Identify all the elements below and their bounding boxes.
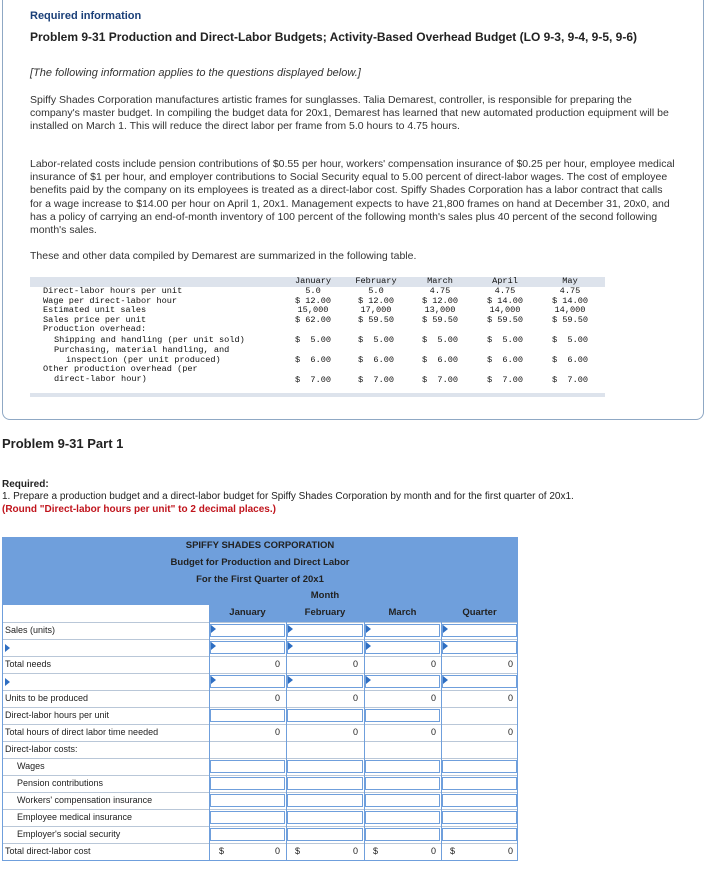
input-sales-quarter[interactable] — [442, 624, 517, 637]
cell-price-mar: $ 59.50 — [421, 314, 459, 325]
value-units-produced-quarter: 0 — [507, 693, 513, 703]
cell-price-feb: $ 59.50 — [357, 314, 395, 325]
input-sales-march[interactable] — [365, 624, 440, 637]
dollar-sign-february: $ — [295, 846, 301, 856]
value-total-needs-january: 0 — [274, 659, 280, 669]
label-other-2: direct-labor hour) — [54, 374, 147, 384]
value-total-hours-january: 0 — [274, 727, 280, 737]
label-purchasing-1: Purchasing, material handling, and — [54, 345, 230, 355]
cell-other-mar: $ 7.00 — [421, 375, 459, 385]
paragraph-summary: These and other data compiled by Demarest are summarized in the following table. — [30, 250, 417, 262]
input-wages-quarter[interactable] — [442, 760, 517, 773]
cell-hours-feb: 5.0 — [368, 286, 384, 296]
cell-purchasing-may: $ 6.00 — [551, 355, 589, 365]
row-label-total-cost: Total direct-labor cost — [5, 846, 91, 856]
value-total-hours-quarter: 0 — [507, 727, 513, 737]
cell-price-may: $ 59.50 — [551, 314, 589, 325]
dollar-sign-march: $ — [373, 846, 379, 856]
row-label-dl-costs: Direct-labor costs: — [5, 744, 78, 754]
value-total-cost-february: 0 — [352, 846, 358, 856]
input-pension-february[interactable] — [287, 777, 363, 790]
input-addrow-february[interactable] — [287, 641, 363, 654]
cell-other-feb: $ 7.00 — [357, 375, 395, 385]
cell-shipping-apr: $ 5.00 — [486, 335, 524, 345]
value-units-produced-february: 0 — [352, 693, 358, 703]
cell-wage-feb: $ 12.00 — [357, 295, 395, 306]
input-workers-comp-quarter[interactable] — [442, 794, 517, 807]
input-subrow-march[interactable] — [365, 675, 440, 688]
value-total-needs-quarter: 0 — [507, 659, 513, 669]
input-medical-march[interactable] — [365, 811, 440, 824]
label-other-1: Other production overhead (per — [43, 364, 198, 375]
input-social-security-quarter[interactable] — [442, 828, 517, 841]
col-march: March — [427, 276, 453, 286]
cell-shipping-feb: $ 5.00 — [357, 335, 395, 345]
label-hours: Direct-labor hours per unit — [43, 286, 183, 296]
required-information-heading: Required information — [30, 10, 142, 22]
label-purchasing-2: inspection (per unit produced) — [66, 354, 221, 365]
cell-other-may: $ 7.00 — [551, 375, 589, 385]
col-april: April — [492, 276, 518, 286]
input-medical-january[interactable] — [210, 811, 285, 824]
input-wages-february[interactable] — [287, 760, 363, 773]
required-instructions: 1. Prepare a production budget and a direct-labor budget for Spiffy Shades Corporation by month and for the first quarter of 20x1. — [2, 491, 574, 502]
label-shipping: Shipping and handling (per unit sold) — [54, 335, 245, 345]
rounding-note: (Round "Direct-labor hours per unit" to 2 decimal places.) — [2, 504, 276, 515]
value-total-needs-february: 0 — [352, 659, 358, 669]
month-header: Month — [310, 590, 340, 601]
cell-purchasing-feb: $ 6.00 — [357, 355, 395, 365]
col-header-march: March — [388, 607, 417, 618]
input-addrow-january[interactable] — [210, 641, 285, 654]
col-header-quarter: Quarter — [462, 607, 497, 618]
cell-shipping-may: $ 5.00 — [551, 335, 589, 345]
company-name: SPIFFY SHADES CORPORATION — [185, 540, 335, 551]
row-label-dl-hours-per-unit: Direct-labor hours per unit — [5, 710, 110, 720]
input-dl-hours-february[interactable] — [287, 709, 363, 722]
input-wages-march[interactable] — [365, 760, 440, 773]
label-overhead: Production overhead: — [43, 324, 147, 335]
cell-purchasing-apr: $ 6.00 — [486, 355, 524, 365]
cell-shipping-mar: $ 5.00 — [421, 335, 459, 345]
cell-sales-feb: 17,000 — [360, 305, 392, 316]
value-units-produced-march: 0 — [430, 693, 436, 703]
input-workers-comp-march[interactable] — [365, 794, 440, 807]
input-social-security-march[interactable] — [365, 828, 440, 841]
row-label-social-security: Employer's social security — [17, 829, 121, 839]
cell-hours-jan: 5.0 — [305, 286, 321, 296]
row-input-marker-2 — [5, 678, 10, 686]
cell-other-jan: $ 7.00 — [294, 375, 332, 385]
cell-wage-may: $ 14.00 — [551, 295, 589, 306]
part-title: Problem 9-31 Part 1 — [2, 436, 124, 451]
col-january: January — [294, 276, 332, 286]
input-dl-hours-march[interactable] — [365, 709, 440, 722]
value-total-cost-quarter: 0 — [507, 846, 513, 856]
cell-sales-may: 14,000 — [554, 305, 586, 316]
input-social-security-january[interactable] — [210, 828, 285, 841]
cell-wage-apr: $ 14.00 — [486, 295, 524, 306]
dollar-sign-january: $ — [219, 846, 225, 856]
cell-sales-mar: 13,000 — [424, 305, 456, 316]
col-may: May — [562, 276, 578, 286]
cell-wage-mar: $ 12.00 — [421, 295, 459, 306]
input-wages-january[interactable] — [210, 760, 285, 773]
problem-title: Problem 9-31 Production and Direct-Labor Budgets; Activity-Based Overhead Budget (LO 9-3, 9-4, 9-5, 9-6) — [30, 30, 638, 44]
input-workers-comp-january[interactable] — [210, 794, 285, 807]
cell-shipping-jan: $ 5.00 — [294, 335, 332, 345]
row-label-units-produced: Units to be produced — [5, 693, 89, 703]
row-label-total-needs: Total needs — [5, 659, 52, 669]
row-label-pension: Pension contributions — [17, 778, 104, 788]
value-total-hours-february: 0 — [352, 727, 358, 737]
value-total-needs-march: 0 — [430, 659, 436, 669]
budget-period: For the First Quarter of 20x1 — [196, 574, 324, 585]
problem-subtitle: [The following information applies to the questions displayed below.] — [30, 67, 361, 79]
input-subrow-quarter[interactable] — [442, 675, 517, 688]
cell-other-apr: $ 7.00 — [486, 375, 524, 385]
label-sales: Estimated unit sales — [43, 305, 147, 316]
row-label-total-hours: Total hours of direct labor time needed — [5, 727, 159, 737]
input-medical-quarter[interactable] — [442, 811, 517, 824]
input-addrow-march[interactable] — [365, 641, 440, 654]
row-label-workers-comp: Workers' compensation insurance — [17, 795, 153, 805]
input-addrow-quarter[interactable] — [442, 641, 517, 654]
cell-sales-jan: 15,000 — [297, 305, 329, 316]
cell-price-apr: $ 59.50 — [486, 314, 524, 325]
dollar-sign-quarter: $ — [450, 846, 456, 856]
value-total-hours-march: 0 — [430, 727, 436, 737]
row-label-wages: Wages — [17, 761, 45, 771]
input-pension-january[interactable] — [210, 777, 285, 790]
paragraph-intro: Spiffy Shades Corporation manufactures artistic frames for sunglasses. Talia Demarest, controller, is responsible for preparing the company's master budget. In compiling the budget data for 20x1, Demarest has learned that new automated production equipment will be installed on March 1. This will reduce the direct labor per frame from 5.0 hours to 4.75 hours. — [30, 94, 669, 133]
row-label-medical: Employee medical insurance — [17, 812, 133, 822]
label-price: Sales price per unit — [43, 314, 147, 325]
input-subrow-january[interactable] — [210, 675, 285, 688]
cell-hours-mar: 4.75 — [429, 286, 451, 296]
value-units-produced-january: 0 — [274, 693, 280, 703]
col-february: February — [355, 276, 397, 286]
cell-hours-may: 4.75 — [559, 286, 581, 296]
input-subrow-february[interactable] — [287, 675, 363, 688]
col-header-february: February — [304, 607, 346, 618]
paragraph-labor-costs: Labor-related costs include pension contributions of $0.55 per hour, workers' compensation insurance of $0.25 per hour, employee medical insurance of $1 per hour, and employer contributions to Social Security equal to 5.00 percent of direct-labor wages. The cost of employee benefits paid by the company on its employees is treated as a direct-labor cost. Spiffy Shades Corporation has a labor contract that calls for a wage increase to $14.00 per hour on April 1, 20x1. Management expects to have 21,800 frames on hand at December 31, 20x0, and has a policy of carrying an end-of-month inventory of 100 percent of the following month's sales plus 40 percent of the second following month's sales. — [30, 158, 675, 237]
cell-hours-apr: 4.75 — [494, 286, 516, 296]
input-workers-comp-february[interactable] — [287, 794, 363, 807]
table-footer-band — [30, 393, 605, 397]
required-label: Required: — [2, 479, 49, 490]
cell-purchasing-mar: $ 6.00 — [421, 355, 459, 365]
col-header-january: January — [229, 607, 266, 618]
cell-wage-jan: $ 12.00 — [294, 295, 332, 306]
production-labor-budget-grid — [2, 537, 518, 861]
cell-sales-apr: 14,000 — [489, 305, 521, 316]
input-medical-february[interactable] — [287, 811, 363, 824]
value-total-cost-january: 0 — [274, 846, 280, 856]
cell-price-jan: $ 62.00 — [294, 314, 332, 325]
input-sales-february[interactable] — [287, 624, 363, 637]
input-sales-january[interactable] — [210, 624, 285, 637]
budget-title: Budget for Production and Direct Labor — [170, 557, 350, 568]
cell-purchasing-jan: $ 6.00 — [294, 355, 332, 365]
row-input-marker-1 — [5, 644, 10, 652]
row-label-sales-units: Sales (units) — [5, 625, 56, 635]
input-pension-march[interactable] — [365, 777, 440, 790]
label-wage: Wage per direct-labor hour — [43, 295, 178, 306]
value-total-cost-march: 0 — [430, 846, 436, 856]
input-pension-quarter[interactable] — [442, 777, 517, 790]
input-social-security-february[interactable] — [287, 828, 363, 841]
input-dl-hours-january[interactable] — [210, 709, 285, 722]
